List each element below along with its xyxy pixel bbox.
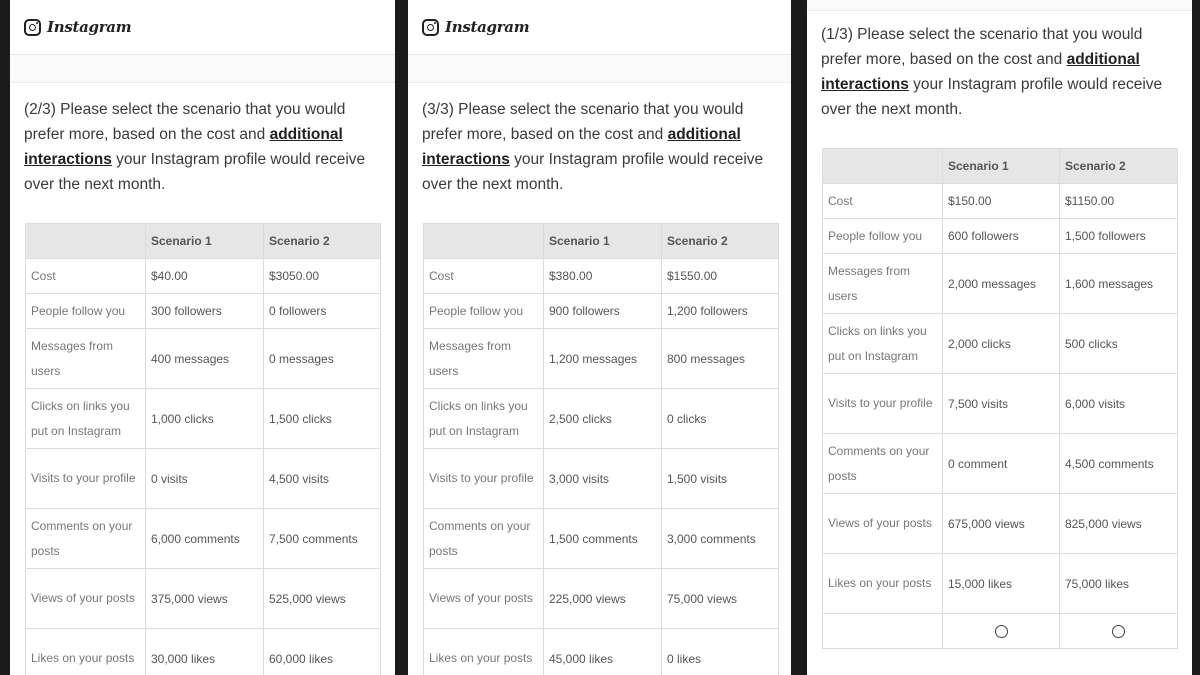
header-scenario-2: Scenario 2: [264, 224, 381, 259]
scenario-2-value: 0 clicks: [662, 389, 779, 449]
scenario-2-value: 60,000 likes: [264, 629, 381, 675]
scenario-2-value: 0 likes: [662, 629, 779, 675]
scenario-1-value: 375,000 views: [146, 569, 264, 629]
scenario-2-value: $3050.00: [264, 259, 381, 294]
survey-panel-2-of-3: [10, 0, 395, 675]
scenario-2-value: 1,600 messages: [1060, 254, 1178, 314]
table-header-row: [26, 224, 381, 259]
header-empty: [424, 224, 544, 259]
row-label: Views of your posts: [424, 569, 544, 629]
scenario-2-radio[interactable]: [1112, 625, 1125, 638]
table-row: [26, 449, 381, 509]
row-label: Comments on your posts: [823, 434, 943, 494]
row-label: Cost: [26, 259, 146, 294]
table-row: [26, 569, 381, 629]
table-row: [26, 629, 381, 675]
scenario-table: [822, 148, 1178, 649]
scenario-1-value: 0 visits: [146, 449, 264, 509]
row-label: Likes on your posts: [424, 629, 544, 675]
scenario-2-value: 4,500 comments: [1060, 434, 1178, 494]
row-label: Messages from users: [823, 254, 943, 314]
scenario-1-value: 7,500 visits: [943, 374, 1060, 434]
row-label: Clicks on links you put on Instagram: [424, 389, 544, 449]
scenario-2-value: 4,500 visits: [264, 449, 381, 509]
row-label: Visits to your profile: [26, 449, 146, 509]
table-row: [26, 509, 381, 569]
table-row: [823, 219, 1178, 254]
scenario-1-value: 30,000 likes: [146, 629, 264, 675]
scenario-1-value: 2,000 messages: [943, 254, 1060, 314]
header-band: [10, 55, 395, 83]
scenario-2-value: 1,500 clicks: [264, 389, 381, 449]
scenario-1-value: 600 followers: [943, 219, 1060, 254]
question-pre: (2/3) Please select the scenario that you would prefer more, based on the cost and: [24, 101, 346, 143]
row-label: Cost: [424, 259, 544, 294]
radio-row: [823, 614, 1178, 649]
radio-row-empty: [823, 614, 943, 649]
row-label: Views of your posts: [26, 569, 146, 629]
scenario-1-value: 1,000 clicks: [146, 389, 264, 449]
row-label: Comments on your posts: [424, 509, 544, 569]
table-row: [823, 554, 1178, 614]
scenario-1-value: 1,500 comments: [544, 509, 662, 569]
row-label: People follow you: [823, 219, 943, 254]
scenario-2-value: 3,000 comments: [662, 509, 779, 569]
question-text: [807, 11, 1192, 122]
table-row: [823, 184, 1178, 219]
table-row: [424, 569, 779, 629]
scenario-2-value: 0 messages: [264, 329, 381, 389]
scenario-2-value: 525,000 views: [264, 569, 381, 629]
question-pre: (1/3) Please select the scenario that you would prefer more, based on the cost and: [821, 26, 1143, 68]
row-label: Visits to your profile: [823, 374, 943, 434]
scenario-2-value: 1,500 followers: [1060, 219, 1178, 254]
scenario-2-value: 0 followers: [264, 294, 381, 329]
table-row: [424, 509, 779, 569]
scenario-2-value: 500 clicks: [1060, 314, 1178, 374]
table-row: [424, 629, 779, 675]
row-label: Likes on your posts: [26, 629, 146, 675]
header-empty: [26, 224, 146, 259]
instagram-icon: [422, 19, 439, 36]
scenario-1-value: 6,000 comments: [146, 509, 264, 569]
header-scenario-1: Scenario 1: [146, 224, 264, 259]
row-label: Likes on your posts: [823, 554, 943, 614]
header-scenario-2: Scenario 2: [662, 224, 779, 259]
scenario-1-value: 1,200 messages: [544, 329, 662, 389]
row-label: Clicks on links you put on Instagram: [823, 314, 943, 374]
table-header-row: [823, 149, 1178, 184]
scenario-2-value: 825,000 views: [1060, 494, 1178, 554]
row-label: Comments on your posts: [26, 509, 146, 569]
scenario-2-value: 7,500 comments: [264, 509, 381, 569]
question-text: [10, 83, 395, 197]
table-row: [424, 329, 779, 389]
scenario-1-value: 675,000 views: [943, 494, 1060, 554]
table-row: [823, 434, 1178, 494]
scenario-table: [423, 223, 779, 675]
question-pre: (3/3) Please select the scenario that you would prefer more, based on the cost and: [422, 101, 744, 143]
row-label: Views of your posts: [823, 494, 943, 554]
question-post: your Instagram profile would receive over the next month.: [24, 151, 366, 193]
scenario-1-value: 225,000 views: [544, 569, 662, 629]
scenario-2-value: 800 messages: [662, 329, 779, 389]
scenario-1-choice-cell: [943, 614, 1060, 649]
scenario-1-value: $380.00: [544, 259, 662, 294]
header-scenario-1: Scenario 1: [544, 224, 662, 259]
instagram-icon: [24, 19, 41, 36]
question-text: [408, 83, 791, 197]
header-empty: [823, 149, 943, 184]
row-label: Visits to your profile: [424, 449, 544, 509]
question-emphasis: additional interactions: [422, 126, 741, 168]
table-row: [424, 259, 779, 294]
survey-panel-1-of-3: [807, 0, 1192, 675]
scenario-1-value: 3,000 visits: [544, 449, 662, 509]
scenario-1-value: 400 messages: [146, 329, 264, 389]
row-label: Clicks on links you put on Instagram: [26, 389, 146, 449]
scenario-2-value: 1,500 visits: [662, 449, 779, 509]
scenario-1-value: 45,000 likes: [544, 629, 662, 675]
scenario-2-value: $1150.00: [1060, 184, 1178, 219]
row-label: Messages from users: [26, 329, 146, 389]
row-label: People follow you: [424, 294, 544, 329]
header-scenario-1: Scenario 1: [943, 149, 1060, 184]
table-row: [26, 389, 381, 449]
question-post: your Instagram profile would receive over the next month.: [821, 76, 1163, 118]
scenario-1-value: 2,000 clicks: [943, 314, 1060, 374]
table-row: [823, 254, 1178, 314]
scenario-1-value: $40.00: [146, 259, 264, 294]
table-row: [424, 389, 779, 449]
question-emphasis: additional interactions: [24, 126, 343, 168]
scenario-2-value: $1550.00: [662, 259, 779, 294]
scenario-2-value: 75,000 likes: [1060, 554, 1178, 614]
header-band: [807, 0, 1192, 11]
scenario-1-value: 15,000 likes: [943, 554, 1060, 614]
table-row: [823, 314, 1178, 374]
scenario-1-value: 2,500 clicks: [544, 389, 662, 449]
question-post: your Instagram profile would receive over the next month.: [422, 151, 764, 193]
scenario-2-value: 6,000 visits: [1060, 374, 1178, 434]
table-row: [823, 494, 1178, 554]
instagram-header: [10, 0, 395, 55]
table-row: [424, 294, 779, 329]
table-row: [424, 449, 779, 509]
row-label: Messages from users: [424, 329, 544, 389]
scenario-1-value: 900 followers: [544, 294, 662, 329]
question-emphasis: additional interactions: [821, 51, 1140, 93]
table-row: [26, 329, 381, 389]
row-label: Cost: [823, 184, 943, 219]
scenario-1-value: $150.00: [943, 184, 1060, 219]
scenario-1-value: 0 comment: [943, 434, 1060, 494]
scenario-table: [25, 223, 381, 675]
scenario-2-value: 75,000 views: [662, 569, 779, 629]
instagram-logo-text: Instagram: [47, 18, 132, 36]
scenario-1-radio[interactable]: [995, 625, 1008, 638]
table-header-row: [424, 224, 779, 259]
scenario-2-value: 1,200 followers: [662, 294, 779, 329]
header-band: [408, 55, 791, 83]
header-scenario-2: Scenario 2: [1060, 149, 1178, 184]
table-row: [823, 374, 1178, 434]
instagram-logo-text: Instagram: [445, 18, 530, 36]
scenario-2-choice-cell: [1060, 614, 1178, 649]
instagram-header: [408, 0, 791, 55]
row-label: People follow you: [26, 294, 146, 329]
table-row: [26, 294, 381, 329]
scenario-1-value: 300 followers: [146, 294, 264, 329]
survey-panel-3-of-3: [408, 0, 791, 675]
table-row: [26, 259, 381, 294]
